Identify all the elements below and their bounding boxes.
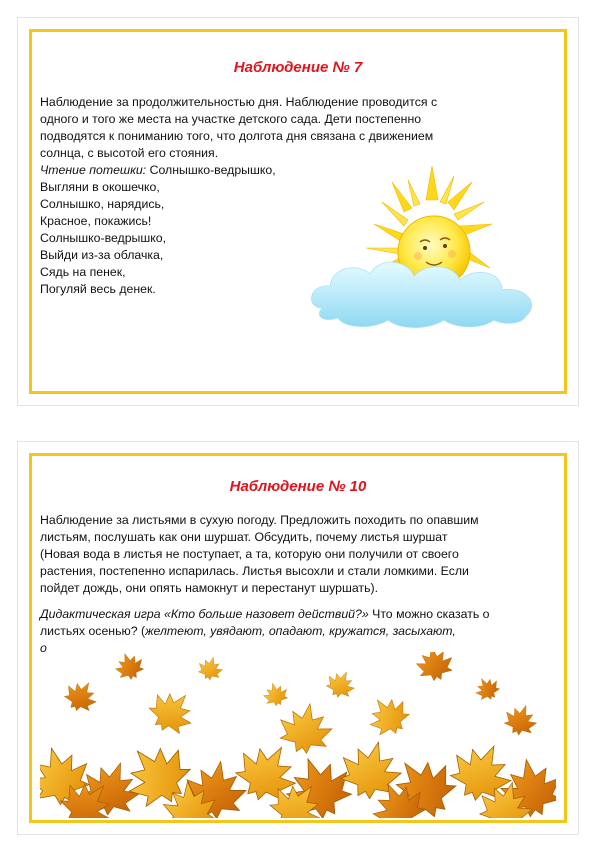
poem-line: Выгляни в окошечко,: [40, 180, 160, 194]
game-text: листьях осенью? (: [40, 624, 146, 638]
text-line: Наблюдение за продолжительностью дня. Наблюдение проводится с: [40, 95, 438, 109]
sun-cloud-illustration: [304, 158, 549, 333]
text-line: (Новая вода в листья не поступает, а та, которую они получили от своего: [40, 547, 459, 561]
falling-leaves: [60, 652, 541, 757]
game-line: о: [40, 641, 47, 655]
game-label: Дидактическая игра «Кто больше назовет действий?»: [40, 607, 369, 621]
card-title: Наблюдение № 10: [229, 478, 367, 495]
observation-paragraph: [40, 512, 479, 597]
text-line: пойдет дождь, они опять намокнут и перестанут шуршать).: [40, 581, 378, 595]
card-title: Наблюдение № 7: [233, 59, 363, 76]
game-line: [40, 623, 490, 640]
game-answers: желтеют, увядают, опадают, кружатся, засыхают,: [145, 624, 456, 638]
poem-line: Солнышко, нарядись,: [40, 197, 165, 211]
text-line: одного и того же места на участке детского сада. Дети постепенно: [40, 112, 422, 126]
text-line: Наблюдение за листьями в сухую погоду. Предложить походить по опавшим: [40, 513, 479, 527]
autumn-leaves-illustration: [40, 652, 556, 818]
text-line: солнца, с высотой его стояния.: [40, 146, 219, 160]
card-observation-10: [17, 441, 579, 835]
poem-line: Красное, покажись!: [40, 214, 152, 228]
poem-line: Сядь на пенек,: [40, 265, 126, 279]
game-text: Что можно сказать о: [368, 607, 490, 621]
poem-line: Выйди из-за облачка,: [40, 248, 164, 262]
game-paragraph: [40, 606, 490, 657]
card-frame: [29, 29, 567, 394]
card-frame: [29, 453, 567, 823]
text-line: листьям, послушать как они шуршат. Обсудить, почему листья шуршат: [40, 530, 448, 544]
poem-line: Погуляй весь денек.: [40, 282, 156, 296]
poem-label: Чтение потешки:: [40, 163, 147, 177]
game-line: [40, 606, 490, 623]
poem-line: Солнышко-ведрышко,: [40, 231, 167, 245]
poem-line: Солнышко-ведрышко,: [149, 163, 276, 177]
text-line: растения, постепенно испарилась. Листья высохли и стали ломкими. Если: [40, 564, 469, 578]
cloud: [312, 262, 532, 327]
card-observation-7: [17, 17, 579, 406]
text-line: подводятся к пониманию того, что долгота дня связана с движением: [40, 129, 434, 143]
